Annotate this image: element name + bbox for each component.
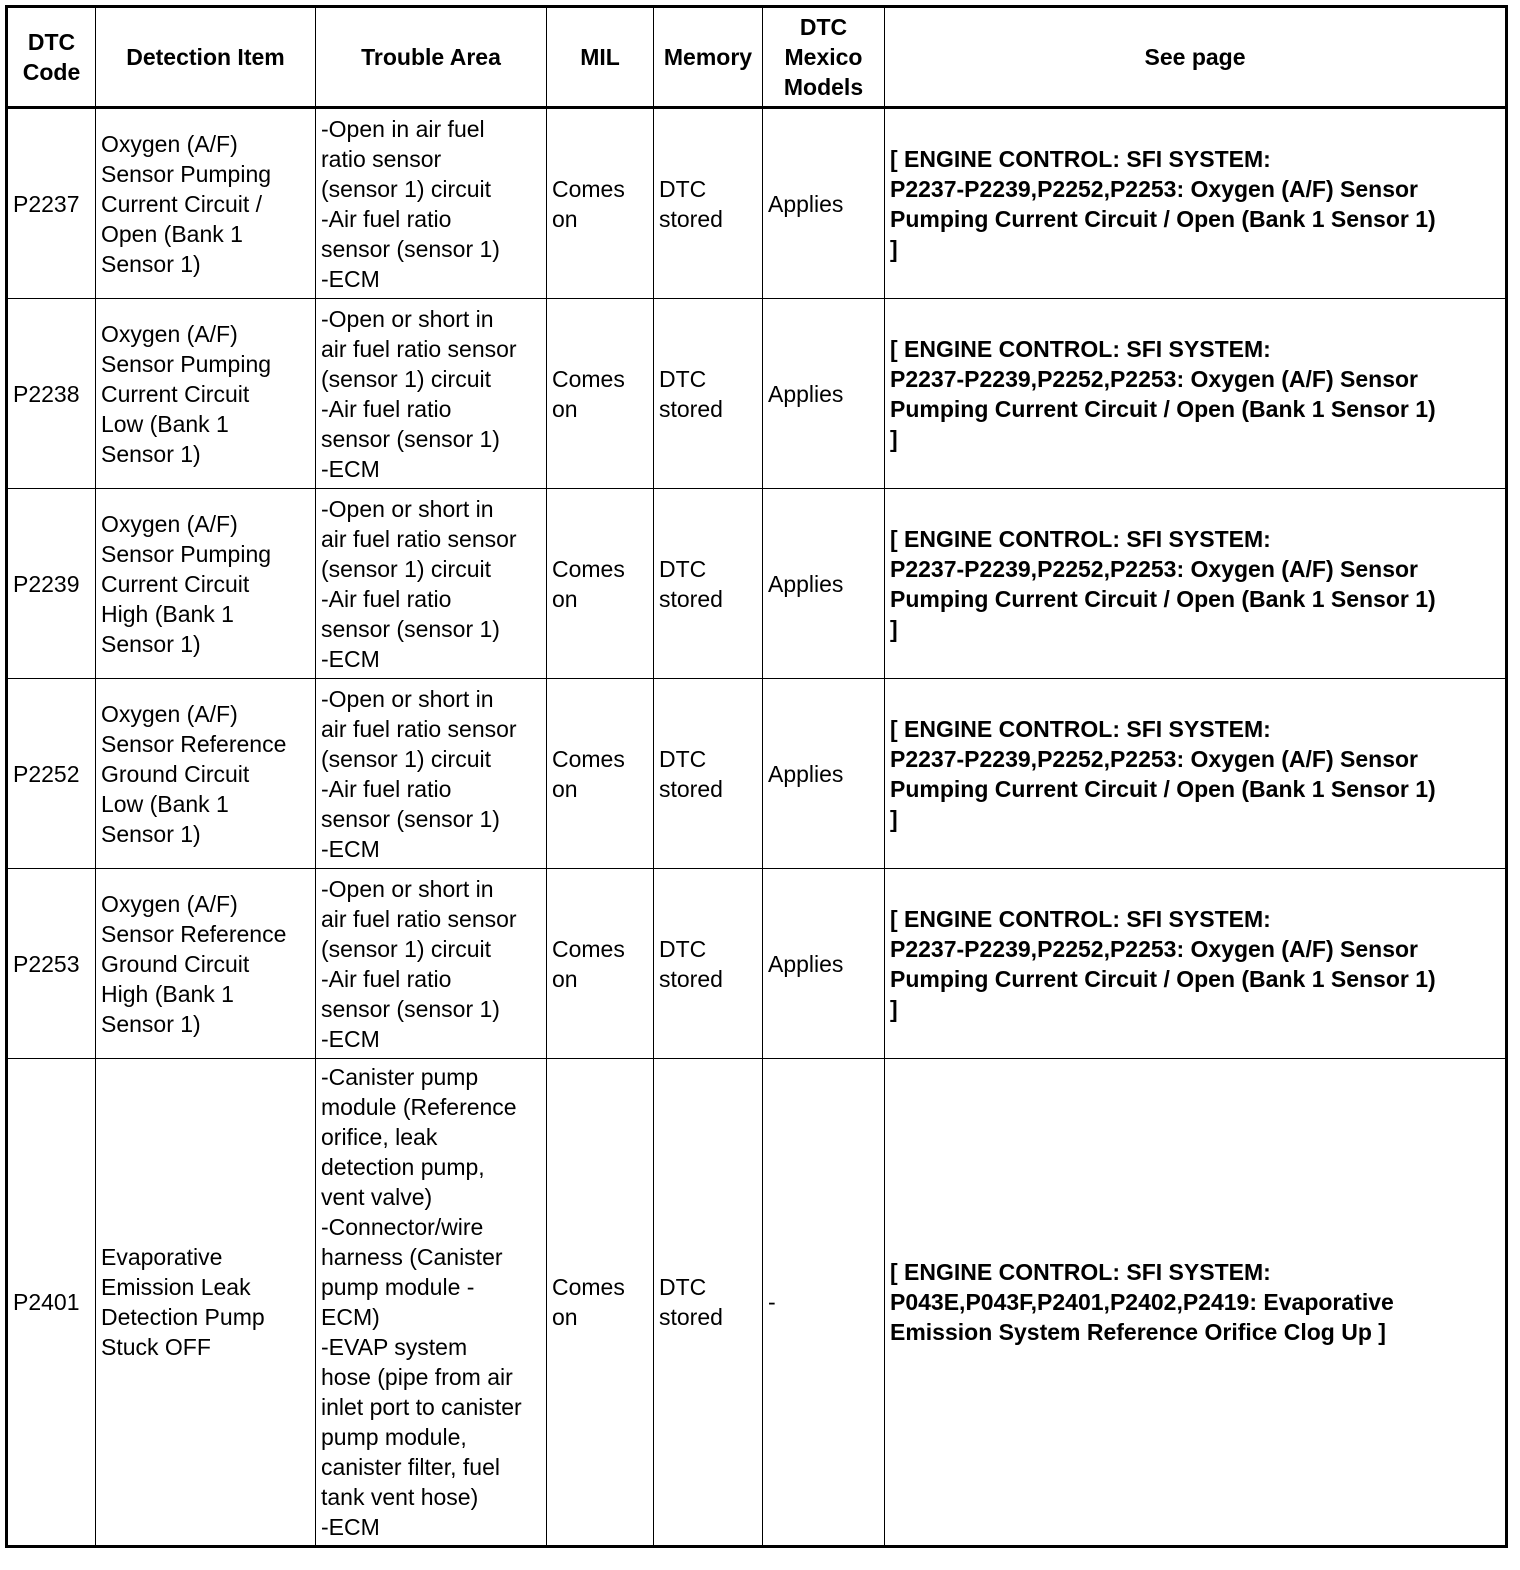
trouble-area-cell: -Open in air fuel ratio sensor (sensor 1) circuit -Air fuel ratio sensor (sensor 1) -ECM bbox=[316, 108, 547, 299]
dtc-code-cell: P2252 bbox=[7, 679, 96, 869]
header-trouble-area: Trouble Area bbox=[316, 7, 547, 108]
see-page-link[interactable]: [ ENGINE CONTROL: SFI SYSTEM: P2237-P2239,P2252,P2253: Oxygen (A/F) Sensor Pumping Current Circuit / Open (Bank 1 Sensor 1) ] bbox=[885, 679, 1507, 869]
header-dtc-mexico-models: DTC Mexico Models bbox=[763, 7, 885, 108]
detection-item-cell: Oxygen (A/F) Sensor Reference Ground Circuit High (Bank 1 Sensor 1) bbox=[96, 869, 316, 1059]
trouble-area-cell: -Open or short in air fuel ratio sensor (sensor 1) circuit -Air fuel ratio sensor (sensor 1) -ECM bbox=[316, 299, 547, 489]
memory-cell: DTC stored bbox=[654, 489, 763, 679]
memory-cell: DTC stored bbox=[654, 869, 763, 1059]
detection-item-cell: Oxygen (A/F) Sensor Pumping Current Circuit High (Bank 1 Sensor 1) bbox=[96, 489, 316, 679]
mexico-models-cell: - bbox=[763, 1059, 885, 1547]
dtc-table bbox=[5, 5, 1508, 1548]
trouble-area-cell: -Open or short in air fuel ratio sensor (sensor 1) circuit -Air fuel ratio sensor (sensor 1) -ECM bbox=[316, 869, 547, 1059]
table-row bbox=[7, 1059, 1507, 1547]
mil-cell: Comes on bbox=[547, 869, 654, 1059]
table-row bbox=[7, 869, 1507, 1059]
trouble-area-cell: -Open or short in air fuel ratio sensor (sensor 1) circuit -Air fuel ratio sensor (sensor 1) -ECM bbox=[316, 679, 547, 869]
see-page-link[interactable]: [ ENGINE CONTROL: SFI SYSTEM: P043E,P043F,P2401,P2402,P2419: Evaporative Emission System Reference Orifice Clog Up ] bbox=[885, 1059, 1507, 1547]
detection-item-cell: Oxygen (A/F) Sensor Reference Ground Circuit Low (Bank 1 Sensor 1) bbox=[96, 679, 316, 869]
see-page-link[interactable]: [ ENGINE CONTROL: SFI SYSTEM: P2237-P2239,P2252,P2253: Oxygen (A/F) Sensor Pumping Current Circuit / Open (Bank 1 Sensor 1) ] bbox=[885, 869, 1507, 1059]
memory-cell: DTC stored bbox=[654, 679, 763, 869]
memory-cell: DTC stored bbox=[654, 299, 763, 489]
header-memory: Memory bbox=[654, 7, 763, 108]
trouble-area-cell: -Canister pump module (Reference orifice, leak detection pump, vent valve) -Connector/wire harness (Canister pump module - ECM) -EVAP system hose (pipe from air inlet port to canister pump module, canister filter, fuel tank vent hose) -ECM bbox=[316, 1059, 547, 1547]
header-see-page: See page bbox=[885, 7, 1507, 108]
header-detection-item: Detection Item bbox=[96, 7, 316, 108]
header-mil: MIL bbox=[547, 7, 654, 108]
mexico-models-cell: Applies bbox=[763, 489, 885, 679]
table-row bbox=[7, 299, 1507, 489]
dtc-code-cell: P2238 bbox=[7, 299, 96, 489]
dtc-code-cell: P2237 bbox=[7, 108, 96, 299]
detection-item-cell: Evaporative Emission Leak Detection Pump Stuck OFF bbox=[96, 1059, 316, 1547]
table-row bbox=[7, 679, 1507, 869]
mil-cell: Comes on bbox=[547, 489, 654, 679]
mil-cell: Comes on bbox=[547, 1059, 654, 1547]
table-row bbox=[7, 489, 1507, 679]
dtc-code-cell: P2401 bbox=[7, 1059, 96, 1547]
detection-item-cell: Oxygen (A/F) Sensor Pumping Current Circuit Low (Bank 1 Sensor 1) bbox=[96, 299, 316, 489]
header-dtc-code: DTC Code bbox=[7, 7, 96, 108]
mil-cell: Comes on bbox=[547, 108, 654, 299]
table-row bbox=[7, 108, 1507, 299]
mil-cell: Comes on bbox=[547, 679, 654, 869]
detection-item-cell: Oxygen (A/F) Sensor Pumping Current Circuit / Open (Bank 1 Sensor 1) bbox=[96, 108, 316, 299]
see-page-link[interactable]: [ ENGINE CONTROL: SFI SYSTEM: P2237-P2239,P2252,P2253: Oxygen (A/F) Sensor Pumping Current Circuit / Open (Bank 1 Sensor 1) ] bbox=[885, 108, 1507, 299]
table-header-row bbox=[7, 7, 1507, 108]
mexico-models-cell: Applies bbox=[763, 679, 885, 869]
dtc-code-cell: P2239 bbox=[7, 489, 96, 679]
mexico-models-cell: Applies bbox=[763, 108, 885, 299]
memory-cell: DTC stored bbox=[654, 1059, 763, 1547]
see-page-link[interactable]: [ ENGINE CONTROL: SFI SYSTEM: P2237-P2239,P2252,P2253: Oxygen (A/F) Sensor Pumping Current Circuit / Open (Bank 1 Sensor 1) ] bbox=[885, 489, 1507, 679]
memory-cell: DTC stored bbox=[654, 108, 763, 299]
trouble-area-cell: -Open or short in air fuel ratio sensor (sensor 1) circuit -Air fuel ratio sensor (sensor 1) -ECM bbox=[316, 489, 547, 679]
dtc-code-cell: P2253 bbox=[7, 869, 96, 1059]
mil-cell: Comes on bbox=[547, 299, 654, 489]
see-page-link[interactable]: [ ENGINE CONTROL: SFI SYSTEM: P2237-P2239,P2252,P2253: Oxygen (A/F) Sensor Pumping Current Circuit / Open (Bank 1 Sensor 1) ] bbox=[885, 299, 1507, 489]
mexico-models-cell: Applies bbox=[763, 869, 885, 1059]
mexico-models-cell: Applies bbox=[763, 299, 885, 489]
